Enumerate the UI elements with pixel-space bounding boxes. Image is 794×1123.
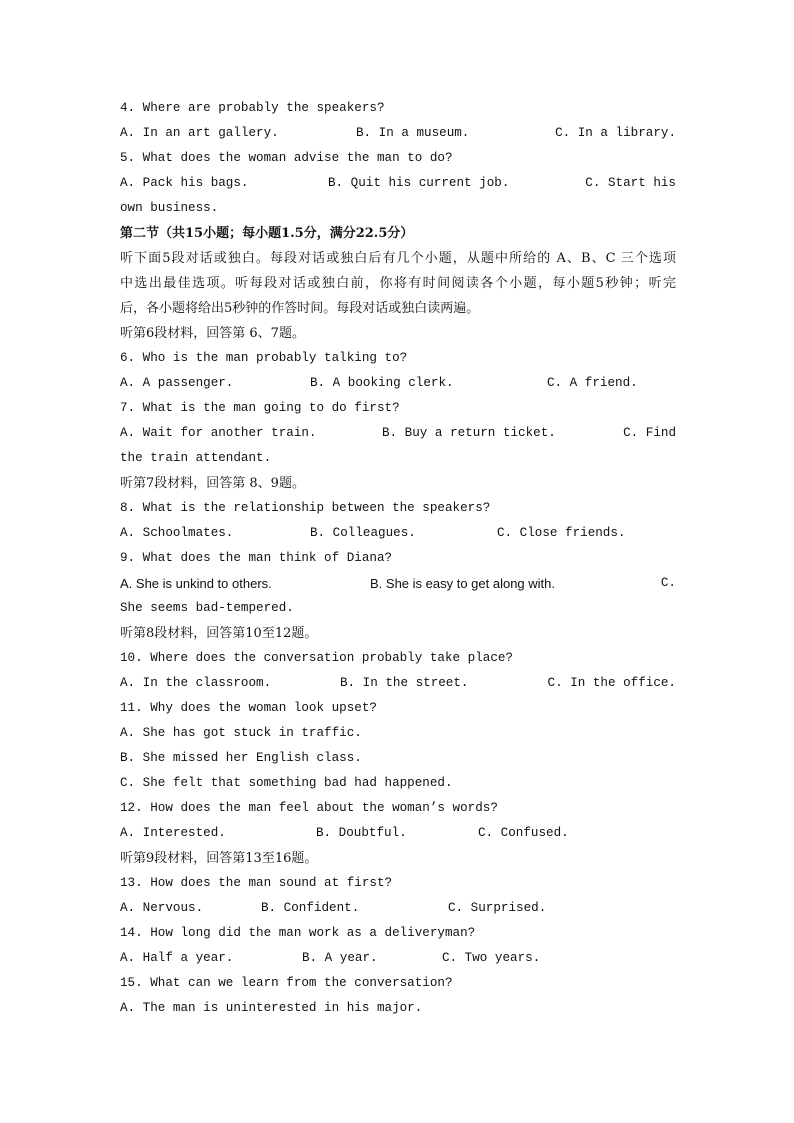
section-2-heading: 第二节（共15小题；每小题1.5分，满分22.5分）: [120, 226, 414, 241]
option-b: B. Quit his current job.: [328, 176, 510, 190]
question-7-options: [120, 421, 676, 446]
option-c: C. Close friends.: [497, 526, 626, 540]
material-6-instruction: 听第6段材料，回答第 6、7题。: [120, 326, 305, 341]
question-7: 7. What is the man going to do first?: [120, 401, 400, 415]
option-b: B. In the street.: [340, 676, 469, 690]
exam-page: [120, 96, 676, 1021]
question-6-options: [120, 371, 676, 396]
question-13-options: [120, 896, 676, 921]
question-12: 12. How does the man feel about the woman’s words?: [120, 801, 498, 815]
question-14-options: [120, 946, 676, 971]
instruction-line-1: 听下面5段对话或独白。每段对话或独白后有几个小题，从题中所给的 A、B、C 三个选项: [120, 251, 676, 266]
question-5: 5. What does the woman advise the man to do?: [120, 151, 453, 165]
question-14: 14. How long did the man work as a deliveryman?: [120, 926, 476, 940]
option-a: A. Schoolmates.: [120, 526, 234, 540]
option-b: B. In a museum.: [356, 126, 470, 140]
question-15-option-a: A. The man is uninterested in his major.: [120, 1001, 423, 1015]
option-a: A. In an art gallery.: [120, 126, 279, 140]
material-8-instruction: 听第8段材料，回答第10至12题。: [120, 626, 318, 641]
option-c: C. Start his: [585, 176, 676, 190]
option-b: B. Confident.: [261, 901, 360, 915]
option-c: C. In a library.: [555, 126, 676, 140]
option-c: C. In the office.: [547, 676, 676, 690]
instruction-line-2: 中选出最佳选项。听每段对话或独白前，你将有时间阅读各个小题，每小题5秒钟；听完: [120, 276, 676, 291]
question-4-options: [120, 121, 676, 146]
question-10-options: [120, 671, 676, 696]
option-a: A. A passenger.: [120, 376, 234, 390]
question-8-options: [120, 521, 676, 546]
option-a: A. She is unkind to others.: [120, 576, 272, 591]
material-9-instruction: 听第9段材料，回答第13至16题。: [120, 851, 318, 866]
option-a: A. Nervous.: [120, 901, 204, 915]
question-15: 15. What can we learn from the conversation?: [120, 976, 453, 990]
option-b: B. A year.: [302, 951, 378, 965]
material-7-instruction: 听第7段材料，回答第 8、9题。: [120, 476, 305, 491]
option-c: C. Find: [623, 426, 676, 440]
option-a: A. Wait for another train.: [120, 426, 317, 440]
question-9-continuation: She seems bad-tempered.: [120, 601, 294, 615]
question-8: 8. What is the relationship between the speakers?: [120, 501, 491, 515]
question-4: 4. Where are probably the speakers?: [120, 101, 385, 115]
option-c: C. A friend.: [547, 376, 638, 390]
option-c: C. Surprised.: [448, 901, 547, 915]
option-b: B. Buy a return ticket.: [382, 426, 556, 440]
question-5-continuation: own business.: [120, 201, 219, 215]
option-c: C. Two years.: [442, 951, 541, 965]
option-a: A. Interested.: [120, 826, 226, 840]
option-b: B. Doubtful.: [316, 826, 407, 840]
option-c: C. Confused.: [478, 826, 569, 840]
question-13: 13. How does the man sound at first?: [120, 876, 393, 890]
option-a: A. Pack his bags.: [120, 176, 249, 190]
question-9: 9. What does the man think of Diana?: [120, 551, 393, 565]
option-b: B. Colleagues.: [310, 526, 416, 540]
question-11-option-b: B. She missed her English class.: [120, 751, 362, 765]
option-a: A. Half a year.: [120, 951, 234, 965]
instruction-line-3: 后，各小题将给出5秒钟的作答时间。每段对话或独白读两遍。: [120, 301, 480, 316]
question-11-option-a: A. She has got stuck in traffic.: [120, 726, 362, 740]
option-b: B. She is easy to get along with.: [370, 576, 555, 591]
question-11: 11. Why does the woman look upset?: [120, 701, 377, 715]
question-5-options: [120, 171, 676, 196]
question-12-options: [120, 821, 676, 846]
option-a: A. In the classroom.: [120, 676, 272, 690]
option-c: C.: [660, 576, 676, 590]
question-7-continuation: the train attendant.: [120, 451, 272, 465]
question-11-option-c: C. She felt that something bad had happened.: [120, 776, 453, 790]
option-b: B. A booking clerk.: [310, 376, 454, 390]
question-9-options: [120, 571, 676, 596]
question-10: 10. Where does the conversation probably take place?: [120, 651, 513, 665]
question-6: 6. Who is the man probably talking to?: [120, 351, 408, 365]
